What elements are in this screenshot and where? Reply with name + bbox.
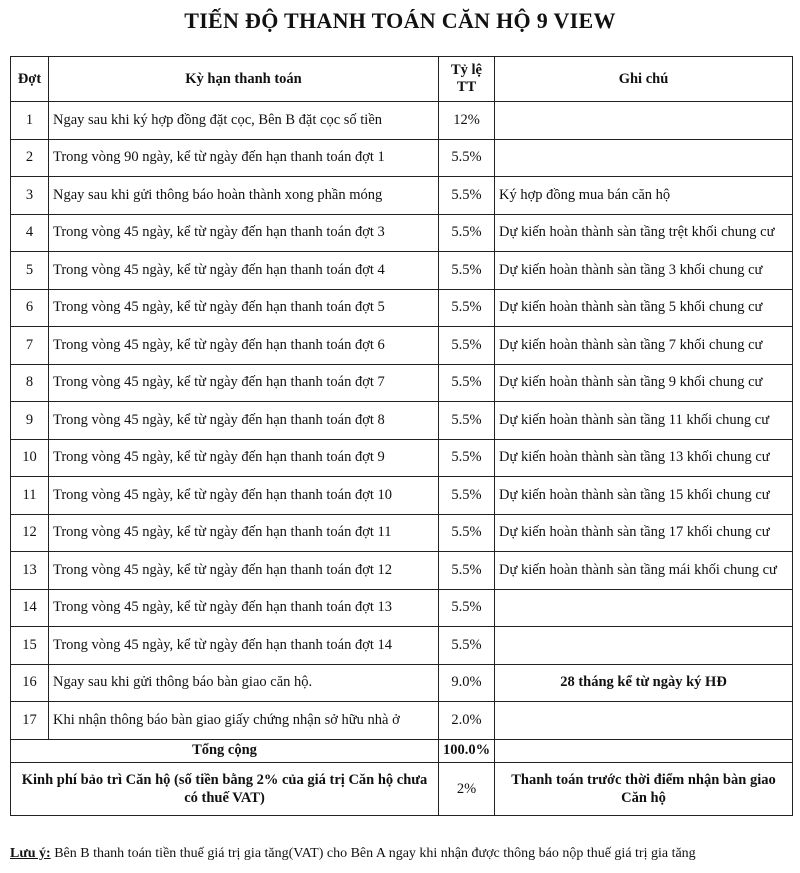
payment-term: Trong vòng 90 ngày, kể từ ngày đến hạn thanh toán đợt 1 — [49, 139, 439, 177]
installment-number: 15 — [11, 627, 49, 665]
payment-rate: 5.5% — [439, 364, 495, 402]
installment-number: 11 — [11, 477, 49, 515]
payment-note: Dự kiến hoàn thành sàn tầng mái khối chung cư — [495, 552, 793, 590]
total-label: Tổng cộng — [11, 739, 439, 762]
payment-term: Ngay sau khi ký hợp đồng đặt cọc, Bên B đặt cọc số tiền — [49, 102, 439, 140]
payment-note — [495, 102, 793, 140]
payment-rate: 5.5% — [439, 627, 495, 665]
payment-rate: 2.0% — [439, 702, 495, 740]
payment-rate: 5.5% — [439, 327, 495, 365]
header-payment-term: Kỳ hạn thanh toán — [49, 57, 439, 102]
payment-term: Trong vòng 45 ngày, kể từ ngày đến hạn thanh toán đợt 14 — [49, 627, 439, 665]
payment-term: Ngay sau khi gửi thông báo bàn giao căn hộ. — [49, 664, 439, 702]
payment-rate: 5.5% — [439, 589, 495, 627]
installment-number: 5 — [11, 252, 49, 290]
payment-note: Dự kiến hoàn thành sàn tầng 17 khối chung cư — [495, 514, 793, 552]
payment-term: Khi nhận thông báo bàn giao giấy chứng nhận sở hữu nhà ở — [49, 702, 439, 740]
payment-note: Dự kiến hoàn thành sàn tầng 5 khối chung cư — [495, 289, 793, 327]
table-row — [11, 589, 793, 627]
table-row — [11, 327, 793, 365]
header-note: Ghi chú — [495, 57, 793, 102]
table-row — [11, 402, 793, 440]
installment-number: 10 — [11, 439, 49, 477]
payment-note: Dự kiến hoàn thành sàn tầng 13 khối chung cư — [495, 439, 793, 477]
payment-rate: 12% — [439, 102, 495, 140]
payment-rate: 5.5% — [439, 477, 495, 515]
payment-term: Trong vòng 45 ngày, kể từ ngày đến hạn thanh toán đợt 12 — [49, 552, 439, 590]
table-row — [11, 214, 793, 252]
payment-note: 28 tháng kể từ ngày ký HĐ — [495, 664, 793, 702]
payment-note: Dự kiến hoàn thành sàn tầng trệt khối chung cư — [495, 214, 793, 252]
page-title: TIẾN ĐỘ THANH TOÁN CĂN HỘ 9 VIEW — [184, 8, 616, 33]
payment-rate: 5.5% — [439, 139, 495, 177]
maintenance-note: Thanh toán trước thời điểm nhận bàn giao Căn hộ — [495, 762, 793, 815]
installment-number: 1 — [11, 102, 49, 140]
footer-note-label: Lưu ý: — [10, 846, 51, 861]
table-row — [11, 439, 793, 477]
maintenance-row — [11, 762, 793, 815]
table-row — [11, 364, 793, 402]
payment-rate: 5.5% — [439, 214, 495, 252]
table-row — [11, 702, 793, 740]
payment-note: Dự kiến hoàn thành sàn tầng 9 khối chung cư — [495, 364, 793, 402]
table-row — [11, 664, 793, 702]
installment-number: 17 — [11, 702, 49, 740]
total-rate: 100.0% — [439, 739, 495, 762]
installment-number: 6 — [11, 289, 49, 327]
table-row — [11, 627, 793, 665]
header-installment: Đợt — [11, 57, 49, 102]
table-row — [11, 177, 793, 215]
table-row — [11, 102, 793, 140]
table-row — [11, 552, 793, 590]
payment-note — [495, 589, 793, 627]
payment-term: Trong vòng 45 ngày, kể từ ngày đến hạn thanh toán đợt 7 — [49, 364, 439, 402]
payment-note — [495, 627, 793, 665]
table-row — [11, 252, 793, 290]
total-row — [11, 739, 793, 762]
payment-term: Trong vòng 45 ngày, kể từ ngày đến hạn thanh toán đợt 6 — [49, 327, 439, 365]
table-header-row — [11, 57, 793, 102]
installment-number: 9 — [11, 402, 49, 440]
payment-schedule-table — [10, 56, 793, 816]
installment-number: 16 — [11, 664, 49, 702]
table-row — [11, 514, 793, 552]
payment-term: Trong vòng 45 ngày, kể từ ngày đến hạn thanh toán đợt 11 — [49, 514, 439, 552]
payment-rate: 5.5% — [439, 514, 495, 552]
payment-term: Trong vòng 45 ngày, kể từ ngày đến hạn thanh toán đợt 3 — [49, 214, 439, 252]
table-row — [11, 139, 793, 177]
installment-number: 12 — [11, 514, 49, 552]
payment-note: Dự kiến hoàn thành sàn tầng 3 khối chung cư — [495, 252, 793, 290]
footer-note-text: Bên B thanh toán tiền thuế giá trị gia tăng(VAT) cho Bên A ngay khi nhận được thông báo nộp thuế giá trị gia tăng — [50, 846, 696, 861]
payment-note: Ký hợp đồng mua bán căn hộ — [495, 177, 793, 215]
installment-number: 3 — [11, 177, 49, 215]
payment-term: Trong vòng 45 ngày, kể từ ngày đến hạn thanh toán đợt 4 — [49, 252, 439, 290]
payment-term: Trong vòng 45 ngày, kể từ ngày đến hạn thanh toán đợt 9 — [49, 439, 439, 477]
payment-rate: 9.0% — [439, 664, 495, 702]
header-payment-rate: Tỷ lệ TT — [439, 57, 495, 102]
payment-term: Trong vòng 45 ngày, kể từ ngày đến hạn thanh toán đợt 13 — [49, 589, 439, 627]
installment-number: 7 — [11, 327, 49, 365]
installment-number: 4 — [11, 214, 49, 252]
payment-note: Dự kiến hoàn thành sàn tầng 11 khối chung cư — [495, 402, 793, 440]
payment-rate: 5.5% — [439, 439, 495, 477]
payment-rate: 5.5% — [439, 402, 495, 440]
table-body — [11, 102, 793, 740]
payment-term: Trong vòng 45 ngày, kể từ ngày đến hạn thanh toán đợt 10 — [49, 477, 439, 515]
table-row — [11, 289, 793, 327]
payment-note — [495, 702, 793, 740]
total-note — [495, 739, 793, 762]
footer-note — [10, 846, 795, 862]
payment-note: Dự kiến hoàn thành sàn tầng 15 khối chung cư — [495, 477, 793, 515]
installment-number: 2 — [11, 139, 49, 177]
payment-term: Ngay sau khi gửi thông báo hoàn thành xong phần móng — [49, 177, 439, 215]
payment-term: Trong vòng 45 ngày, kể từ ngày đến hạn thanh toán đợt 8 — [49, 402, 439, 440]
table-row — [11, 477, 793, 515]
payment-rate: 5.5% — [439, 289, 495, 327]
payment-rate: 5.5% — [439, 252, 495, 290]
payment-term: Trong vòng 45 ngày, kể từ ngày đến hạn thanh toán đợt 5 — [49, 289, 439, 327]
payment-note — [495, 139, 793, 177]
installment-number: 14 — [11, 589, 49, 627]
payment-note: Dự kiến hoàn thành sàn tầng 7 khối chung cư — [495, 327, 793, 365]
installment-number: 8 — [11, 364, 49, 402]
maintenance-rate: 2% — [439, 762, 495, 815]
installment-number: 13 — [11, 552, 49, 590]
payment-rate: 5.5% — [439, 552, 495, 590]
maintenance-label: Kinh phí bảo trì Căn hộ (số tiền bằng 2% của giá trị Căn hộ chưa có thuế VAT) — [11, 762, 439, 815]
payment-rate: 5.5% — [439, 177, 495, 215]
